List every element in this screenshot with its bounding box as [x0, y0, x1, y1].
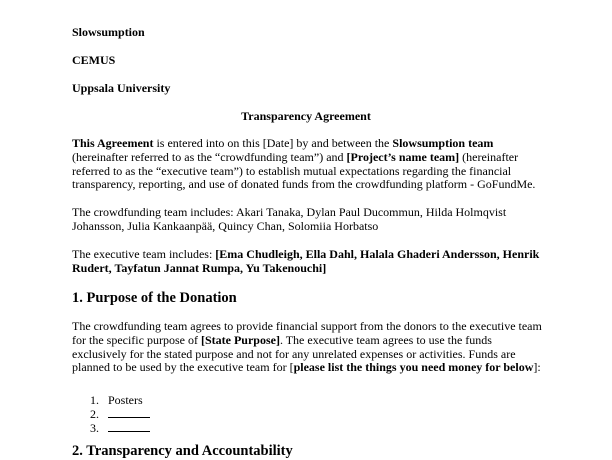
blank-line [108, 408, 150, 418]
list-item [90, 393, 143, 408]
s1-text-2: . The executive team agrees to use the funds exclusively for the stated purpose and not for any unrelated expenses or activities. Funds are planned to be used by the executive team for [ [72, 332, 516, 375]
crowdfunding-team-paragraph: The crowdfunding team includes: Akari Tanaka, Dylan Paul Ducommun, Hilda Holmqvist Johansson, Julia Kankaanpää, Quincy Chan, Solomiia Horbatso [72, 205, 507, 233]
list-item-number: 2. [90, 407, 99, 421]
intro-text-3: (hereinafter referred to as the “executive team”) to establish mutual expectations regarding the financial transparency, reporting, and use of donated funds from the crowdfunding platform - GoFundMe. [72, 149, 536, 192]
blank-line [108, 422, 150, 432]
org-name: Slowsumption [72, 25, 145, 39]
executive-team-lead: The executive team includes: [72, 247, 216, 261]
s1-list-instruction: please list the things you need money for below [293, 360, 534, 375]
intro-text-2: (hereinafter referred to as the “crowdfunding team”) and [72, 149, 347, 164]
list-item [90, 421, 150, 436]
section-1-paragraph [72, 320, 542, 375]
s1-state-purpose: [State Purpose] [200, 332, 280, 347]
list-item-text: Posters [108, 393, 143, 407]
executive-team-names: [Ema Chudleigh, Ella Dahl, Halala Ghaderi Andersson, Henrik Rudert, Tayfatun Jannat Rumpa, Yu Takenouchi] [72, 247, 540, 275]
section-2-heading: 2. Transparency and Accountability [72, 443, 293, 459]
intro-project-team: [Project’s name team] [346, 149, 460, 164]
intro-crowdfunding-team: Slowsumption team [392, 136, 494, 150]
list-item-number: 1. [90, 393, 99, 407]
org-university: Uppsala University [72, 81, 171, 95]
s1-text-1: The crowdfunding team agrees to provide financial support from the donors to the executive team for the specific purpose of [72, 319, 542, 347]
intro-agreement-term: This Agreement [72, 136, 154, 150]
list-item [90, 407, 150, 422]
intro-paragraph [72, 137, 542, 192]
org-program: CEMUS [72, 53, 116, 67]
list-item-number: 3. [90, 421, 99, 435]
s1-text-3: ]: [533, 360, 541, 375]
document-title: Transparency Agreement [241, 109, 371, 123]
intro-text-1: is entered into on this [Date] by and between the [153, 136, 393, 150]
executive-team-paragraph [72, 248, 542, 276]
section-1-heading: 1. Purpose of the Donation [72, 290, 237, 306]
